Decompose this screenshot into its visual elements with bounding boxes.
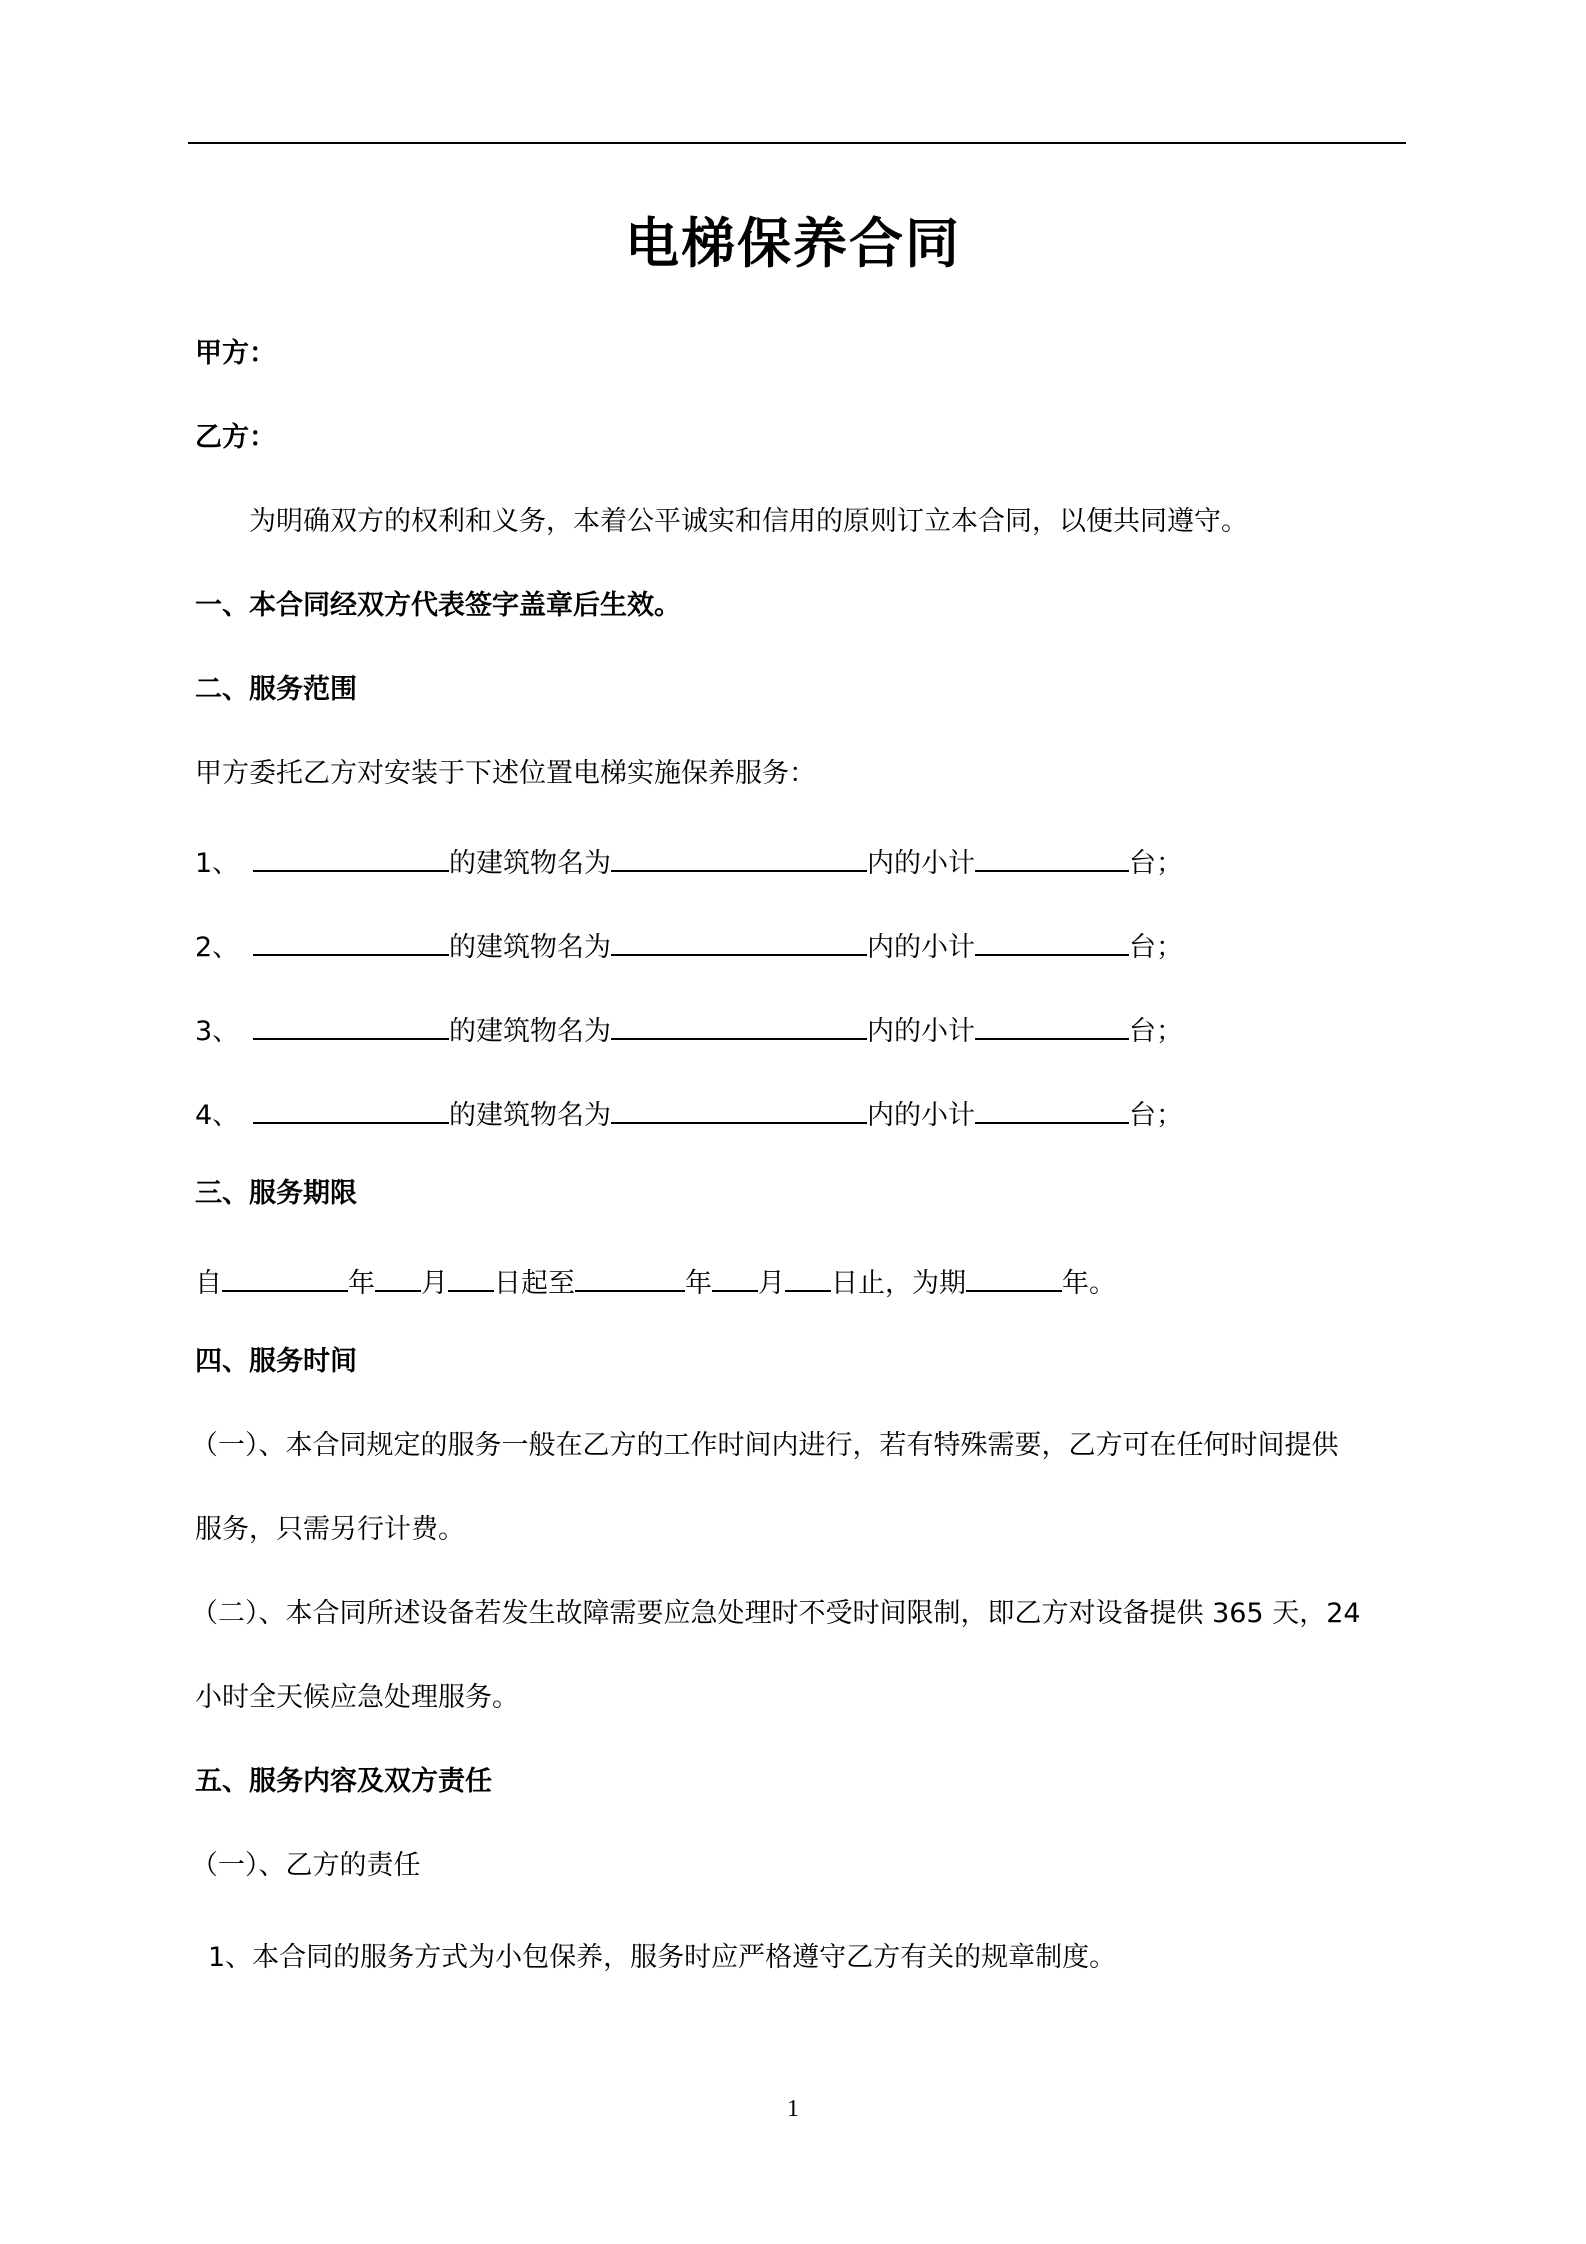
scope-text: 台； <box>1129 1016 1183 1047</box>
party-b-label: 乙方： <box>195 422 276 453</box>
scope-intro: 甲方委托乙方对安装于下述位置电梯实施保养服务： <box>195 758 816 789</box>
period-text: 年 <box>685 1268 712 1299</box>
document-title: 电梯保养合同 <box>625 212 961 275</box>
scope-item <box>195 1006 1183 1052</box>
count-blank[interactable] <box>975 922 1129 956</box>
period-text: 年 <box>348 1268 375 1299</box>
period-text: 日止，为期 <box>831 1268 966 1299</box>
count-blank[interactable] <box>975 838 1129 872</box>
header-rule <box>188 142 1406 144</box>
scope-item-number: 1、 <box>195 848 240 879</box>
party-a-label: 甲方： <box>195 338 276 369</box>
scope-item-number: 2、 <box>195 932 240 963</box>
section-5-heading: 五、服务内容及双方责任 <box>195 1766 492 1797</box>
start-month-blank[interactable] <box>375 1258 421 1292</box>
scope-text: 内的小计 <box>867 932 975 963</box>
period-text: 年。 <box>1062 1268 1116 1299</box>
scope-item <box>195 1090 1183 1136</box>
section-2-heading: 二、服务范围 <box>195 674 357 705</box>
service-period <box>195 1258 1116 1304</box>
service-time-1: （一）、本合同规定的服务一般在乙方的工作时间内进行，若有特殊需要，乙方可在任何时间提供 <box>191 1430 1339 1461</box>
count-blank[interactable] <box>975 1006 1129 1040</box>
scope-item-number: 4、 <box>195 1100 240 1131</box>
location-blank[interactable] <box>253 1090 449 1124</box>
scope-text: 的建筑物名为 <box>449 1100 611 1131</box>
period-text: 自 <box>195 1268 222 1299</box>
building-name-blank[interactable] <box>611 922 867 956</box>
period-text: 日起至 <box>494 1268 575 1299</box>
scope-text: 的建筑物名为 <box>449 848 611 879</box>
section-4-heading: 四、服务时间 <box>195 1346 357 1377</box>
party-b-responsibility-heading: （一）、乙方的责任 <box>191 1850 421 1881</box>
scope-text: 的建筑物名为 <box>449 1016 611 1047</box>
scope-text: 的建筑物名为 <box>449 932 611 963</box>
end-month-blank[interactable] <box>712 1258 758 1292</box>
period-text: 月 <box>421 1268 448 1299</box>
start-year-blank[interactable] <box>222 1258 348 1292</box>
scope-text: 台； <box>1129 932 1183 963</box>
party-b-responsibility-1: 1、本合同的服务方式为小包保养，服务时应严格遵守乙方有关的规章制度。 <box>208 1942 1117 1973</box>
page-number: 1 <box>787 2096 799 2122</box>
count-blank[interactable] <box>975 1090 1129 1124</box>
service-time-2: （二）、本合同所述设备若发生故障需要应急处理时不受时间限制，即乙方对设备提供 365 天，24 <box>191 1598 1361 1629</box>
location-blank[interactable] <box>253 838 449 872</box>
building-name-blank[interactable] <box>611 838 867 872</box>
scope-text: 内的小计 <box>867 1016 975 1047</box>
end-year-blank[interactable] <box>575 1258 685 1292</box>
scope-text: 内的小计 <box>867 848 975 879</box>
start-day-blank[interactable] <box>448 1258 494 1292</box>
building-name-blank[interactable] <box>611 1006 867 1040</box>
end-day-blank[interactable] <box>785 1258 831 1292</box>
location-blank[interactable] <box>253 922 449 956</box>
term-years-blank[interactable] <box>966 1258 1062 1292</box>
scope-item <box>195 922 1183 968</box>
building-name-blank[interactable] <box>611 1090 867 1124</box>
scope-text: 台； <box>1129 1100 1183 1131</box>
location-blank[interactable] <box>253 1006 449 1040</box>
period-text: 月 <box>758 1268 785 1299</box>
service-time-1-cont: 服务，只需另行计费。 <box>195 1514 465 1545</box>
scope-text: 台； <box>1129 848 1183 879</box>
service-time-2-cont: 小时全天候应急处理服务。 <box>195 1682 519 1713</box>
preamble: 为明确双方的权利和义务，本着公平诚实和信用的原则订立本合同，以便共同遵守。 <box>249 506 1248 537</box>
scope-item <box>195 838 1183 884</box>
section-1-heading: 一、本合同经双方代表签字盖章后生效。 <box>195 590 681 621</box>
section-3-heading: 三、服务期限 <box>195 1178 357 1209</box>
scope-item-number: 3、 <box>195 1016 240 1047</box>
scope-text: 内的小计 <box>867 1100 975 1131</box>
